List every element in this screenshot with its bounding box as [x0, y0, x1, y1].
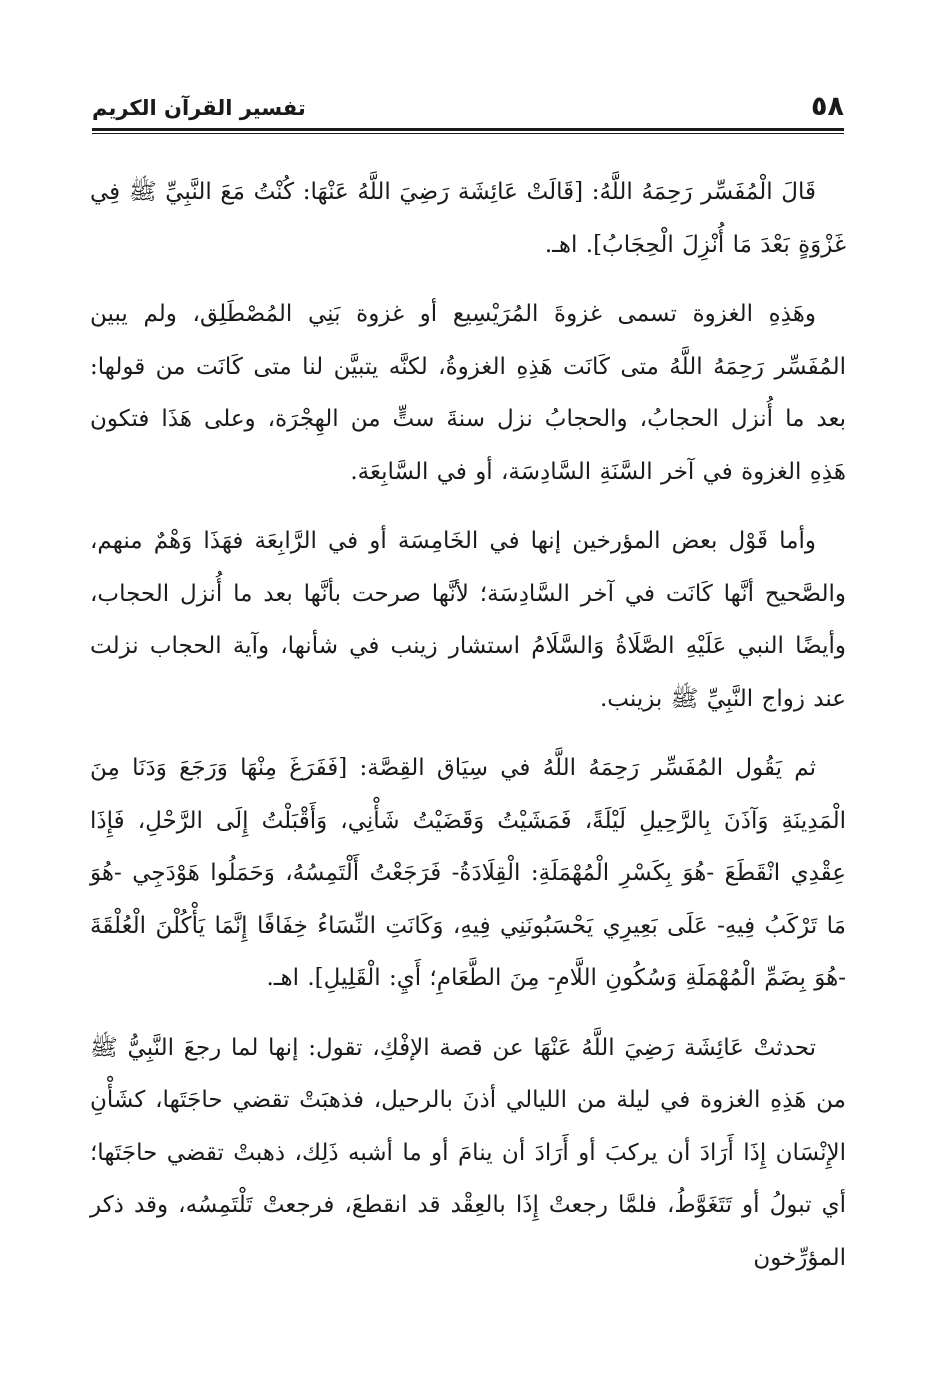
paragraph-2: وهَذِهِ الغزوة تسمى غزوةَ المُرَيْسِيع أو غزوة بَنِي المُصْطَلِق، ولم يبين المُفَسِّر رَحِمَهُ اللَّهُ متى كَانَت هَذِهِ الغزوةُ، لكنَّه يتبيَّن لنا متى كَانَت من قولها: بعد ما أُنزل الحجابُ، والحجابُ نزل سنةَ ستٍّ من الهِجْرَة، وعلى هَذَا فتكون هَذِهِ الغزوة في آخر السَّنَةِ السَّادِسَة، أو في السَّابِعَة.	[90, 301, 846, 485]
paragraph-3: وأما قَوْل بعض المؤرخين إنها في الخَامِسَة أو في الرَّابِعَة فهَذَا وَهْمٌ منهم، والصَّحيح أنَّها كَانَت في آخر السَّادِسَة؛ لأنَّها صرحت بأنَّها بعد ما أُنزل الحجاب، وأيضًا النبي عَلَيْهِ الصَّلَاةُ وَالسَّلَامُ استشار زينب في شأنها، وآية الحجاب نزلت عند زواج النَّبِيِّ ﷺ بزينب.	[90, 528, 846, 712]
paragraph-4: ثم يَقُول المُفَسِّر رَحِمَهُ اللَّهُ في سِيَاق القِصَّة: [فَفَرَغَ مِنْهَا وَرَجَعَ وَدَنَا مِنَ الْمَدِينَةِ وَآذَنَ بِالرَّحِيلِ لَيْلَةً، فَمَشَيْتُ وَقَضَيْتُ شَأْنِي، وَأَقْبَلْتُ إِلَى الرَّحْلِ، فَإِذَا عِقْدِي انْقَطَعَ -هُوَ بِكَسْرِ الْمُهْمَلَةِ: الْقِلَادَةُ- فَرَجَعْتُ أَلْتَمِسُهُ، وَحَمَلُوا هَوْدَجِي -هُوَ مَا تَرْكَبُ فِيهِ- عَلَى بَعِيرِي يَحْسَبُونَنِي فِيهِ، وَكَانَتِ النِّسَاءُ خِفَافًا إِنَّمَا يَأْكُلْنَ الْعُلْقَةَ -هُوَ بِضَمِّ الْمُهْمَلَةِ وَسُكُونِ اللَّامِ- مِنَ الطَّعَامِ؛ أَيِ: الْقَلِيلِ]. اهـ.	[90, 755, 846, 991]
header-divider-thin	[92, 133, 844, 134]
page-body	[90, 166, 846, 1301]
page-number: ٥٨	[811, 91, 844, 122]
paragraph-1: قَالَ الْمُفَسِّر رَحِمَهُ اللَّهُ: [قَالَتْ عَائِشَة رَضِيَ اللَّهُ عَنْهَا: كُنْتُ مَعَ النَّبِيِّ ﷺ فِي غَزْوَةٍ بَعْدَ مَا أُنْزِلَ الْحِجَابُ]. اهـ.	[90, 179, 846, 258]
book-title: تفسير القرآن الكريم	[92, 96, 306, 120]
page-header	[92, 88, 844, 132]
paragraph-5: تحدثتْ عَائِشَة رَضِيَ اللَّهُ عَنْهَا عن قصة الإفْكِ، تقول: إنها لما رجعَ النَّبِيُّ ﷺ من هَذِهِ الغزوة في ليلة من الليالي أذنَ بالرحيل، فذهبَتْ تقضي حاجَتَها، كشَأْنِ الإِنْسَان إِذَا أَرَادَ أن يركبَ أو أَرَادَ أن ينامَ أو ما أشبه ذَلِك، ذهبتْ تقضي حاجَتَها؛ أي تبولُ أو تَتَغَوَّطُ، فلمَّا رجعتْ إِذَا بالعِقْد قد انقطعَ، فرجعتْ تَلْتَمِسُه، وقد ذكر المؤرِّخون	[90, 1034, 846, 1271]
header-divider-thick	[92, 128, 844, 131]
